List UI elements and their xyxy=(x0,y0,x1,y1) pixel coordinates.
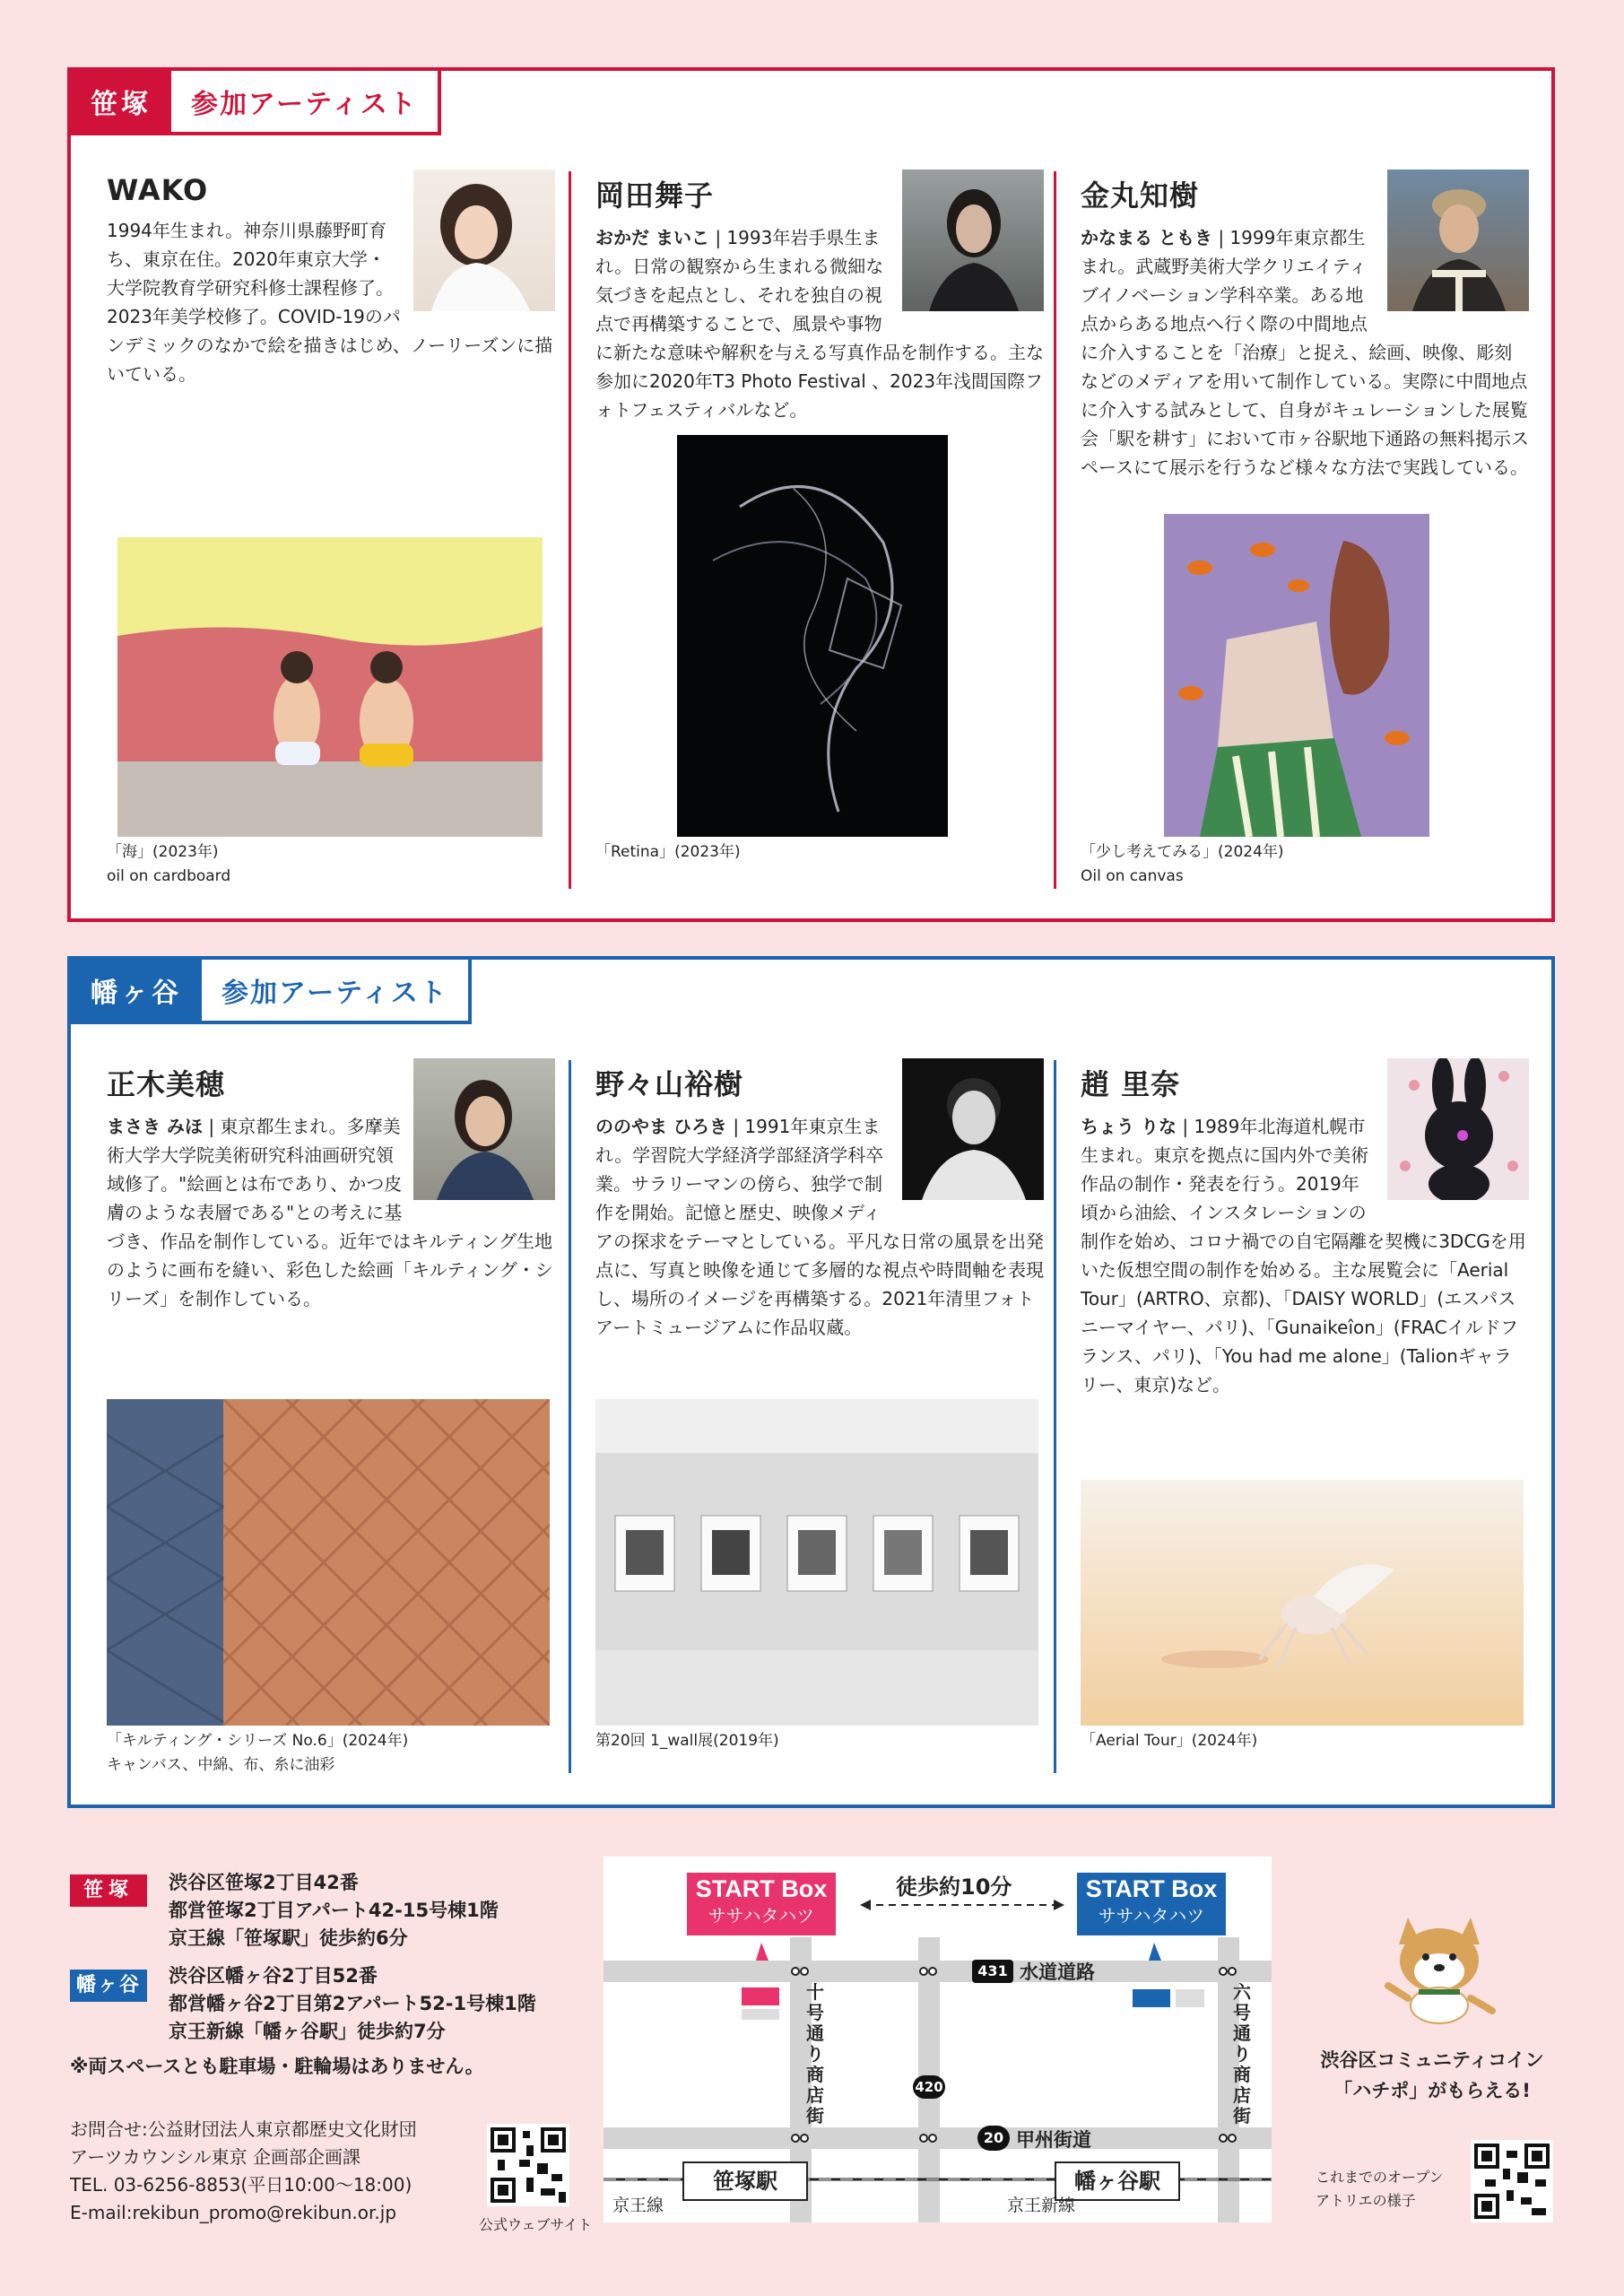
artwork-caption xyxy=(595,1729,779,1753)
artist-portrait xyxy=(902,170,1044,311)
contact-line: TEL. 03-6256-8853(平日10:00〜18:00) xyxy=(70,2174,413,2196)
artwork-image xyxy=(677,435,948,837)
station-sasazuka: 笹塚駅 xyxy=(682,2161,808,2201)
caption-medium: oil on cardboard xyxy=(107,867,231,885)
artist-name: 岡田舞子 xyxy=(595,178,715,213)
address-line: 都営幡ヶ谷2丁目第2アパート52-1号棟1階 xyxy=(169,1993,536,2014)
start-box-sub: ササハタハツ xyxy=(1098,1907,1205,1926)
atelier-line: アトリエの様子 xyxy=(1316,2192,1416,2209)
contact-email[interactable]: E-mail:rekibun_promo@rekibun.or.jp xyxy=(70,2202,397,2223)
artist-bio: まさき みほ | 東京都生まれ。多摩美術大学大学院美術研究科油画研究領域修了。"絵画とは布であり、かつ皮膚のような表層である"との考えに基づき、作品を制作している。近年ではキルティング生地のように画布を縫い、彩色した絵画「キルティング・シリーズ」を制作している。 xyxy=(107,1116,553,1309)
artist-card xyxy=(595,1058,1044,1342)
column-divider xyxy=(569,171,571,889)
column-divider xyxy=(1054,1060,1056,1773)
website-qr-label: 公式ウェブサイト xyxy=(479,2216,593,2233)
artist-card xyxy=(1081,170,1529,482)
address-line: 渋谷区幡ヶ谷2丁目52番 xyxy=(169,1965,378,1987)
website-qr-code[interactable] xyxy=(487,2124,569,2206)
artist-name: 正木美穂 xyxy=(107,1067,226,1101)
caption-medium: Oil on canvas xyxy=(1081,867,1184,885)
artist-bio: かなまる ともき | 1999年東京都生まれ。武蔵野美術大学クリエイティブイノベーション学科卒業。ある地点からある地点へ行く際の中間地点に介入することを「治療」と捉え、絵画、映像、彫刻などのメディアを用いて制作している。実際に中間地点に介入する試みとして、自身がキュレーションした展覧会「駅を耕す」において市ヶ谷駅地下通路の無料掲示スペースにて展示を行うなど様々な方法で実践している。 xyxy=(1081,227,1529,478)
hatagaya-address xyxy=(169,1962,536,2046)
artist-reading: ののやま ひろき xyxy=(595,1116,727,1137)
street-label-10: 十号通り商店街 xyxy=(806,1981,824,2126)
route-431-badge: 431 xyxy=(972,1960,1013,1983)
place-label: 幡ヶ谷 xyxy=(71,960,202,1021)
address-line: 渋谷区笹塚2丁目42番 xyxy=(169,1872,359,1893)
artwork-image xyxy=(117,537,543,837)
route-20-badge: 20 xyxy=(977,2126,1010,2151)
access-map xyxy=(604,1857,1272,2222)
caption-title: 「キルティング・シリーズ No.6」(2024年) xyxy=(107,1732,409,1750)
artist-reading: おかだ まいこ xyxy=(595,227,709,248)
artwork-image xyxy=(595,1399,1038,1726)
sasazuka-address-tag: 笹塚 xyxy=(70,1874,147,1907)
start-box-sub: ササハタハツ xyxy=(708,1907,815,1926)
street-label-6: 六号通り商店街 xyxy=(1233,1981,1251,2126)
artist-card xyxy=(1081,1058,1529,1399)
artist-reading: まさき みほ xyxy=(107,1116,203,1137)
artist-bio: 1994年生まれ。神奈川県藤野町育ち、東京在住。2020年東京大学・大学院教育学研究科修士課程修了。2023年美学校修了。COVID-19のパンデミックのなかで絵を描きはじめ、ノーリーズンに描いている。 xyxy=(107,220,553,385)
line-label-keio: 京王線 xyxy=(612,2196,664,2215)
artist-card xyxy=(107,1058,555,1313)
sasazuka-address xyxy=(169,1869,499,1952)
address-line: 都営笹塚2丁目アパート42-15号棟1階 xyxy=(169,1900,499,1921)
caption-title: 「少し考えてみる」(2024年) xyxy=(1081,843,1284,861)
start-box-sasazuka xyxy=(687,1873,836,1935)
artist-card xyxy=(595,170,1044,424)
hachipo-mascot-illustration xyxy=(1381,1900,1498,2034)
atelier-qr-code[interactable] xyxy=(1471,2140,1553,2222)
artwork-image xyxy=(1164,514,1429,837)
artist-bio-text: 1993年岩手県生まれ。日常の観察から生まれる微細な気づきを起点とし、それを独自の視点で再構築することで、風景や事物に新たな意味や解釈を与える写真作品を制作する。主な参加に2020年T3 Photo Festival 、2023年浅間国際フォトフェスティバルなど。 xyxy=(595,227,1044,421)
artist-bio: ののやま ひろき | 1991年東京生まれ。学習院大学経済学部経済学科卒業。サラリーマンの傍ら、独学で制作を開始。記憶と歴史、映像メディアの探求をテーマとしている。平凡な日常の風景を出発点に、写真と映像を通じて多層的な視点や時間軸を表現し、場所のイメージを再構築する。2021年清里フォトアートミュージアムに作品収蔵。 xyxy=(595,1116,1044,1338)
column-divider xyxy=(569,1060,571,1773)
address-line: 京王線「笹塚駅」徒歩約6分 xyxy=(169,1927,408,1949)
artist-reading: かなまる ともき xyxy=(1081,227,1212,248)
artist-name: 趙 里奈 xyxy=(1081,1067,1181,1101)
artist-bio-text: 1989年北海道札幌市生まれ。東京を拠点に国内外で美術作品の制作・発表を行う。2019年頃から油絵、インスタレーションの制作を始め、コロナ禍での自宅隔離を契機に3DCGを用いた仮想空間の制作を始める。主な展覧会に「Aerial Tour」(ARTRO、京都)、「DAISY WORLD」(エスパスニーマイヤー、パリ)、「Gunaikeîon」(FRACイルドフランス、パリ)、「You had me alone」(Talionギャラリー、東京)など。 xyxy=(1081,1116,1526,1396)
road-label-koshu: 甲州街道 xyxy=(1016,2129,1091,2151)
artist-portrait xyxy=(1387,1058,1529,1200)
panel-header xyxy=(67,67,441,135)
line-label-keio-new: 京王新線 xyxy=(1007,2196,1076,2215)
artist-portrait xyxy=(413,1058,555,1200)
section-title: 参加アーティスト xyxy=(221,978,448,1009)
station-hatagaya: 幡ヶ谷駅 xyxy=(1055,2161,1180,2201)
contact-line: アーツカウンシル東京 企画部企画課 xyxy=(70,2146,360,2168)
coin-line: 渋谷区コミュニティコイン xyxy=(1320,2049,1544,2071)
parking-note: ※両スペースとも駐車場・駐輪場はありません。 xyxy=(70,2056,484,2077)
artist-portrait xyxy=(413,170,555,311)
artwork-caption xyxy=(595,840,741,865)
artwork-image xyxy=(1081,1480,1524,1726)
artwork-caption xyxy=(1081,1729,1257,1753)
contact-info xyxy=(70,2116,417,2227)
start-box-title: START Box xyxy=(1085,1875,1218,1902)
caption-title: 「Retina」(2023年) xyxy=(595,843,741,861)
artist-bio: おかだ まいこ | 1993年岩手県生まれ。日常の観察から生まれる微細な気づきを起点とし、それを独自の視点で再構築することで、風景や事物に新たな意味や解釈を与える写真作品を制作する。主な参加に2020年T3 Photo Festival 、2023年浅間国際フォトフェスティバルなど。 xyxy=(595,227,1044,421)
hatagaya-panel xyxy=(67,956,1555,1808)
artist-portrait xyxy=(902,1058,1044,1200)
artist-portrait xyxy=(1387,170,1529,311)
artwork-caption xyxy=(107,1729,408,1778)
place-label: 笹塚 xyxy=(71,71,171,132)
section-title: 参加アーティスト xyxy=(191,89,418,120)
address-line: 京王新線「幡ヶ谷駅」徒歩約7分 xyxy=(169,2021,446,2042)
artist-reading: ちょう りな xyxy=(1081,1116,1177,1137)
start-box-hatagaya xyxy=(1077,1873,1226,1935)
caption-title: 「Aerial Tour」(2024年) xyxy=(1081,1732,1258,1750)
walk-time-label: 徒歩約10分 xyxy=(892,1869,1015,1900)
artist-bio-text: 東京都生まれ。多摩美術大学大学院美術研究科油画研究領域修了。"絵画とは布であり、かつ皮膚のような表層である"との考えに基づき、作品を制作している。近年ではキルティング生地のように画布を縫い、彩色した絵画「キルティング・シリーズ」を制作している。 xyxy=(107,1116,553,1309)
artist-name: WAKO xyxy=(107,173,209,207)
coin-line: 「ハチポ」がもらえる! xyxy=(1333,2080,1531,2101)
community-coin-notice xyxy=(1311,2045,1553,2106)
artist-bio-text: 1999年東京都生まれ。武蔵野美術大学クリエイティブイノベーション学科卒業。ある地点からある地点へ行く際の中間地点に介入することを「治療」と捉え、絵画、映像、彫刻などのメディアを用いて制作している。実際に中間地点に介入する試みとして、自身がキュレーションした展覧会「駅を耕す」において市ヶ谷駅地下通路の無料掲示スペースにて展示を行うなど様々な方法で実践している。 xyxy=(1081,227,1529,478)
caption-medium: キャンバス、中綿、布、糸に油彩 xyxy=(107,1756,335,1774)
column-divider xyxy=(1054,171,1056,889)
artwork-caption xyxy=(107,840,230,889)
start-box-title: START Box xyxy=(695,1875,828,1902)
artist-bio-text: 1991年東京生まれ。学習院大学経済学部経済学科卒業。サラリーマンの傍ら、独学で制作を開始。記憶と歴史、映像メディアの探求をテーマとしている。平凡な日常の風景を出発点に、写真と映像を通じて多層的な視点や時間軸を表現し、場所のイメージを再構築する。2021年清里フォトアートミュージアムに作品収蔵。 xyxy=(595,1116,1044,1338)
contact-line: お問合せ:公益財団法人東京都歴史文化財団 xyxy=(70,2118,417,2140)
atelier-label xyxy=(1316,2166,1444,2213)
artist-card xyxy=(107,170,555,388)
artwork-image xyxy=(107,1399,550,1726)
artist-name: 金丸知樹 xyxy=(1081,178,1200,213)
artist-name: 野々山裕樹 xyxy=(595,1067,744,1101)
caption-title: 第20回 1_wall展(2019年) xyxy=(595,1732,779,1750)
road-label-suido: 水道道路 xyxy=(1020,1961,1095,1983)
artist-bio: ちょう りな | 1989年北海道札幌市生まれ。東京を拠点に国内外で美術作品の制作・発表を行う。2019年頃から油絵、インスタレーションの制作を始め、コロナ禍での自宅隔離を契機に3DCGを用いた仮想空間の制作を始める。主な展覧会に「Aerial Tour」(ARTRO、京都)、「DAISY WORLD」(エスパスニーマイヤー、パリ)、「Gunaikeîon」(FRACイルドフランス、パリ)、「You had me alone」(Talionギャラリー、東京)など。 xyxy=(1081,1116,1526,1396)
caption-title: 「海」(2023年) xyxy=(107,843,219,861)
sasazuka-panel xyxy=(67,67,1555,922)
route-420-badge: 420 xyxy=(913,2075,945,2099)
atelier-line: これまでのオープン xyxy=(1316,2169,1444,2186)
hatagaya-address-tag: 幡ヶ谷 xyxy=(70,1970,147,2002)
panel-header xyxy=(67,956,472,1024)
artwork-caption xyxy=(1081,840,1284,889)
